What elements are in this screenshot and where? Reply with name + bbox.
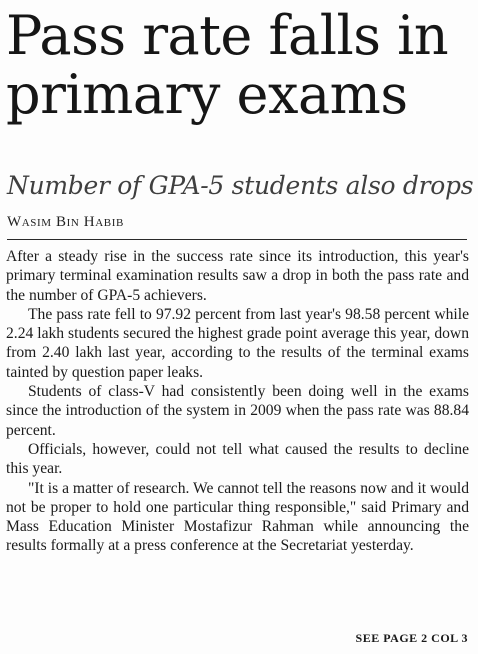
subheadline: Number of GPA-5 students also drops bbox=[7, 171, 474, 200]
article-paragraph: "It is a matter of research. We cannot tell the reasons now and it would not be proper to hold one particular thing responsible," said Primary and Mass Education Minister Mostafizur Rahman while announcing the results formally at a press conference at the Secretariat yesterday. bbox=[6, 479, 469, 555]
article-paragraph: Officials, however, could not tell what caused the results to decline this year. bbox=[6, 440, 469, 478]
byline-divider bbox=[7, 239, 467, 240]
continuation-jump-line: SEE PAGE 2 COL 3 bbox=[355, 631, 468, 645]
byline: Wasim Bin Habib bbox=[7, 214, 124, 230]
article-paragraph: After a steady rise in the success rate since its introduction, this year's primary terminal examination results saw a drop in both the pass rate and the number of GPA-5 achievers. bbox=[6, 248, 469, 304]
article-paragraph: Students of class-V had consistently been doing well in the exams since the introduction of the system in 2009 when the pass rate was 88.84 percent. bbox=[6, 383, 469, 439]
article-body bbox=[6, 247, 469, 556]
headline: Pass rate falls in primary exams bbox=[6, 4, 449, 126]
article-paragraph: The pass rate fell to 97.92 percent from last year's 98.58 percent while 2.24 lakh students secured the highest grade point average this year, down from 2.40 lakh last year, according to the results of the terminal exams tainted by question paper leaks. bbox=[6, 305, 469, 381]
